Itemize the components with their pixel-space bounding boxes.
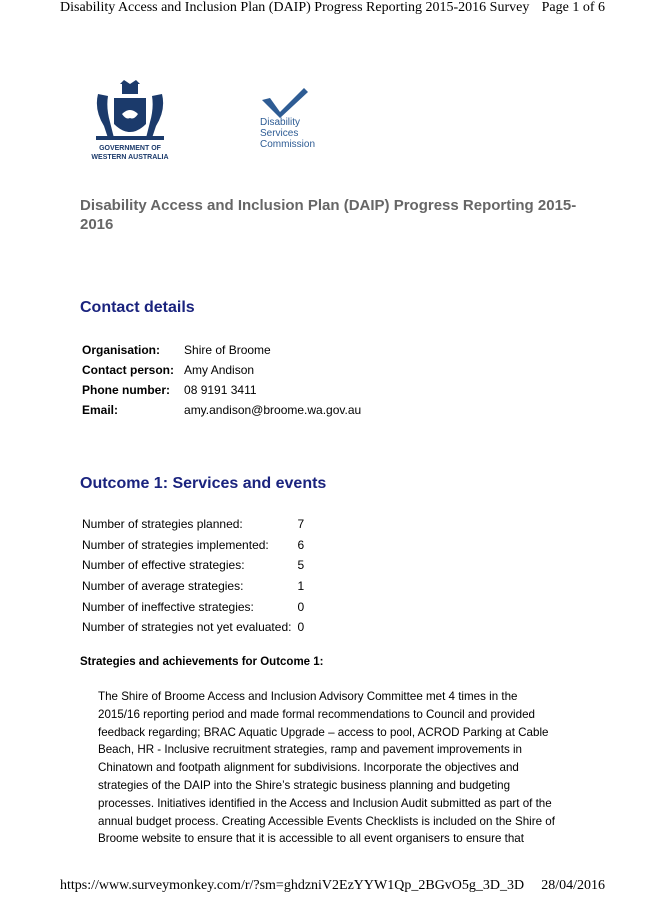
contact-label: Organisation: <box>82 343 161 357</box>
stat-row <box>80 535 306 556</box>
stat-value: 1 <box>297 579 305 594</box>
stat-row <box>80 514 306 535</box>
contact-label: Contact person: <box>82 363 175 377</box>
wa-logo-line2: WESTERN AUSTRALIA <box>91 154 169 161</box>
contact-row <box>80 400 363 420</box>
contact-row <box>80 360 363 380</box>
contact-value: 08 9191 3411 <box>184 383 257 397</box>
strategies-text: The Shire of Broome Access and Inclusion Advisory Committee met 4 times in the 2015/16 reporting period and made formal recommendations to Council and provided feedback regarding; BRAC Aquatic Upgrade – access to pool, ACROD Parking at Cable Beach, HR - Inclusive recruitment strategies, ramp and pavement improvements in Chinatown and footpath alignment for subdivisions. Incorporate the objectives and strategies of the DAIP into the Shire’s strategic business planning and budgeting processes. Initiatives identified in the Access and Inclusion Audit submitted as part of the annual budget process. Creating Accessible Events Checklists is included on the Shire of Broome website to ensure that it is accessible to all event organisers to ensure that <box>98 690 555 846</box>
stat-value: 0 <box>297 620 305 635</box>
footer-url: https://www.surveymonkey.com/r/?sm=ghdzniV2EzYYW1Qp_2BGvO5g_3D_3D <box>60 878 525 893</box>
contact-label: Phone number: <box>82 383 171 397</box>
stat-value: 7 <box>297 517 305 532</box>
page-header-title: Disability Access and Inclusion Plan (DAIP) Progress Reporting 2015-2016 Survey <box>60 0 530 15</box>
stat-value: 5 <box>297 558 305 573</box>
stat-label: Number of strategies not yet evaluated: <box>82 620 292 635</box>
dsc-logo-text <box>260 117 315 150</box>
stat-label: Number of strategies planned: <box>82 517 243 532</box>
stat-row <box>80 617 306 638</box>
contact-details-table <box>80 340 363 420</box>
stat-label: Number of ineffective strategies: <box>82 599 254 614</box>
outcome1-stats-table <box>80 514 306 638</box>
contact-value: Shire of Broome <box>184 343 271 357</box>
wa-logo-line1: GOVERNMENT OF <box>99 145 161 152</box>
contact-value: Amy Andison <box>184 363 255 377</box>
wa-logo-text <box>84 144 176 162</box>
stat-label: Number of strategies implemented: <box>82 537 269 552</box>
stat-value: 6 <box>297 537 305 552</box>
outcome1-heading: Outcome 1: Services and events <box>80 475 327 492</box>
dsc-logo-line3: Commission <box>260 139 316 150</box>
document-title: Disability Access and Inclusion Plan (DAIP) Progress Reporting 2015-2016 <box>80 197 577 233</box>
stat-row <box>80 555 306 576</box>
strategies-heading: Strategies and achievements for Outcome 1: <box>80 656 324 668</box>
contact-row <box>80 380 363 400</box>
footer-date: 28/04/2016 <box>541 878 605 893</box>
dsc-logo-line1: Disability <box>260 117 301 128</box>
stat-label: Number of effective strategies: <box>82 558 245 573</box>
contact-details-heading: Contact details <box>80 299 195 316</box>
stat-row <box>80 576 306 597</box>
dsc-logo-line2: Services <box>260 128 299 139</box>
contact-label: Email: <box>82 403 119 417</box>
stat-row <box>80 596 306 617</box>
stat-label: Number of average strategies: <box>82 579 244 594</box>
page-number: Page 1 of 6 <box>541 0 605 15</box>
contact-value: amy.andison@broome.wa.gov.au <box>184 403 362 417</box>
contact-row <box>80 340 363 360</box>
stat-value: 0 <box>297 599 305 614</box>
